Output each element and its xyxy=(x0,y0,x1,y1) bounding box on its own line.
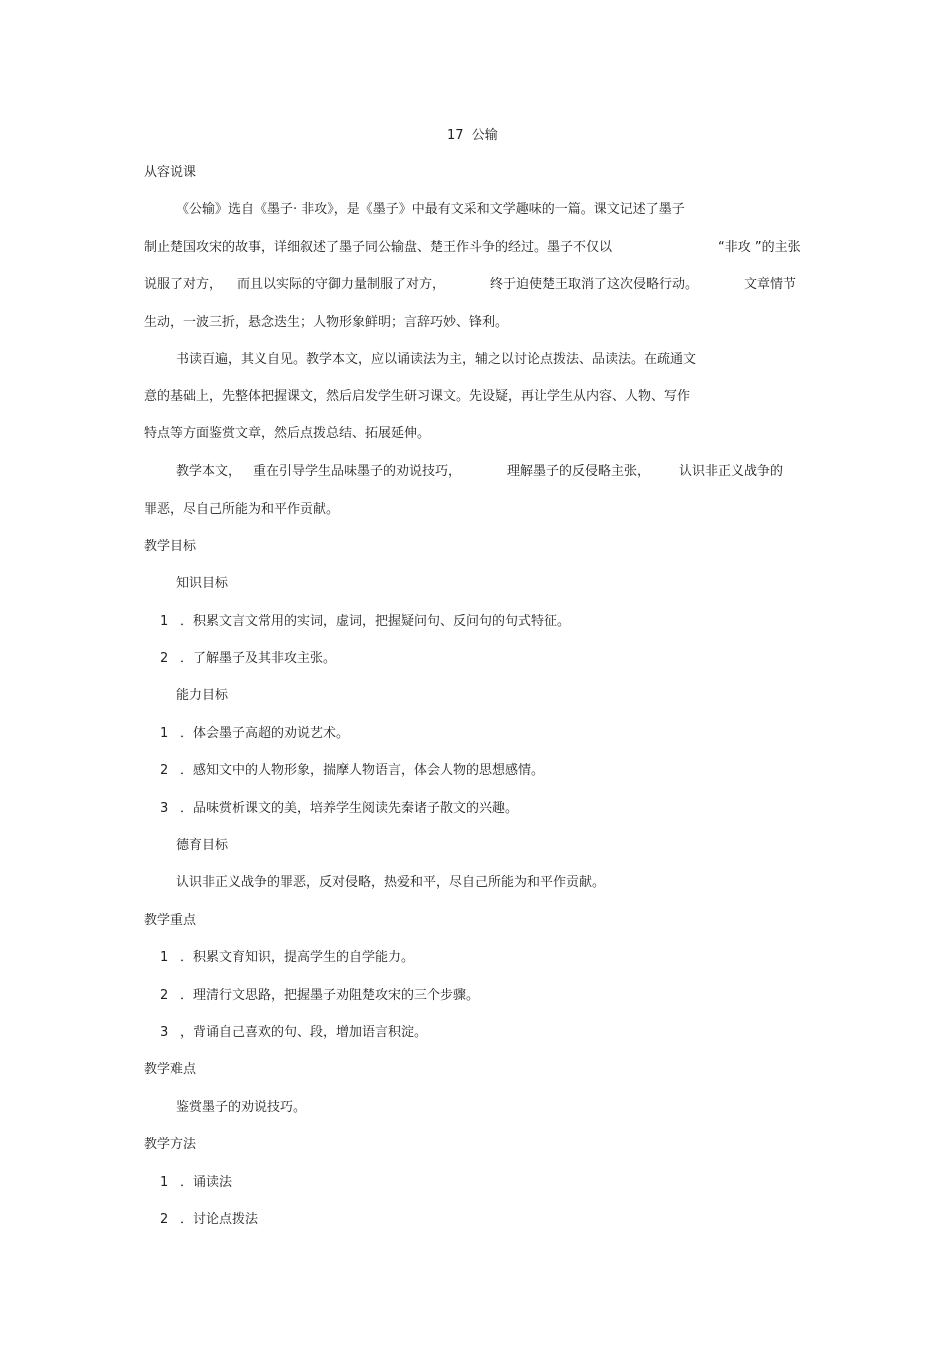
paragraph-line: 书读百遍，其义自见。教学本文，应以诵读法为主，辅之以讨论点拨法、品读法。在疏通文 xyxy=(176,352,697,367)
list-number: 2 xyxy=(160,763,169,778)
paragraph-line: 制止楚国攻宋的故事，详细叙述了墨子同公输盘、楚王作斗争的经过。墨子不仅以 xyxy=(144,240,613,255)
paragraph-line: 说服了对方， xyxy=(144,277,223,292)
section-heading: 教学重点 xyxy=(144,913,197,928)
list-item: ．品味赏析课文的美，培养学生阅读先秦诸子散文的兴趣。 xyxy=(180,801,519,816)
list-number: 1 xyxy=(160,1175,169,1190)
paragraph-line: 《公输》选自《墨子· 非攻》，是《墨子》中最有文采和文学趣味的一篇。课文记述了墨子 xyxy=(176,202,685,217)
paragraph-line: 特点等方面鉴赏文章，然后点拨总结、拓展延伸。 xyxy=(144,426,431,441)
list-item: ．讨论点拨法 xyxy=(180,1212,259,1227)
list-number: 1 xyxy=(160,726,169,741)
list-item: ．了解墨子及其非攻主张。 xyxy=(180,651,337,666)
paragraph-line: 而且以实际的守御力量制服了对方， xyxy=(237,277,446,292)
paragraph-line: 鉴赏墨子的劝说技巧。 xyxy=(176,1100,307,1115)
subsection-heading: 知识目标 xyxy=(176,576,229,591)
page-title: 17 公输 xyxy=(447,128,498,143)
list-number: 2 xyxy=(160,988,169,1003)
list-number: 3 xyxy=(160,801,169,816)
list-item: ，背诵自己喜欢的句、段，增加语言积淀。 xyxy=(180,1025,428,1040)
list-item: ．积累文育知识，提高学生的自学能力。 xyxy=(180,950,415,965)
paragraph-line: 终于迫使楚王取消了这次侵略行动。 xyxy=(490,277,699,292)
paragraph-line: 重在引导学生品味墨子的劝说技巧， xyxy=(253,464,462,479)
subsection-heading: 德育目标 xyxy=(176,838,229,853)
paragraph-line: 认识非正义战争的罪恶，反对侵略，热爱和平，尽自己所能为和平作贡献。 xyxy=(176,875,606,890)
subsection-heading: 能力目标 xyxy=(176,688,229,703)
section-heading: 教学难点 xyxy=(144,1062,197,1077)
list-number: 1 xyxy=(160,614,169,629)
list-number: 3 xyxy=(160,1025,169,1040)
paragraph-line: 文章情节 xyxy=(744,277,797,292)
paragraph-line: 意的基础上，先整体把握课文，然后启发学生研习课文。先设疑，再让学生从内容、人物、写作 xyxy=(144,389,691,404)
list-number: 2 xyxy=(160,1212,169,1227)
paragraph-line: 生动，一波三折，悬念迭生；人物形象鲜明；言辞巧妙、锋利。 xyxy=(144,315,509,330)
section-heading: 从容说课 xyxy=(144,165,197,180)
list-item: ．积累文言文常用的实词，虚词，把握疑问句、反问句的句式特征。 xyxy=(180,614,571,629)
section-heading: 教学方法 xyxy=(144,1137,197,1152)
list-number: 2 xyxy=(160,651,169,666)
list-item: ．诵读法 xyxy=(180,1175,233,1190)
section-heading: 教学目标 xyxy=(144,539,197,554)
paragraph-line: 教学本文， xyxy=(176,464,242,479)
list-number: 1 xyxy=(160,950,169,965)
paragraph-line: “非攻 ”的主张 xyxy=(718,240,801,255)
list-item: ．体会墨子高超的劝说艺术。 xyxy=(180,726,350,741)
list-item: ．理清行文思路，把握墨子劝阻楚攻宋的三个步骤。 xyxy=(180,988,480,1003)
paragraph-line: 认识非正义战争的 xyxy=(679,464,784,479)
paragraph-line: 理解墨子的反侵略主张， xyxy=(507,464,651,479)
list-item: ．感知文中的人物形象，揣摩人物语言，体会人物的思想感情。 xyxy=(180,763,545,778)
paragraph-line: 罪恶，尽自己所能为和平作贡献。 xyxy=(144,502,340,517)
